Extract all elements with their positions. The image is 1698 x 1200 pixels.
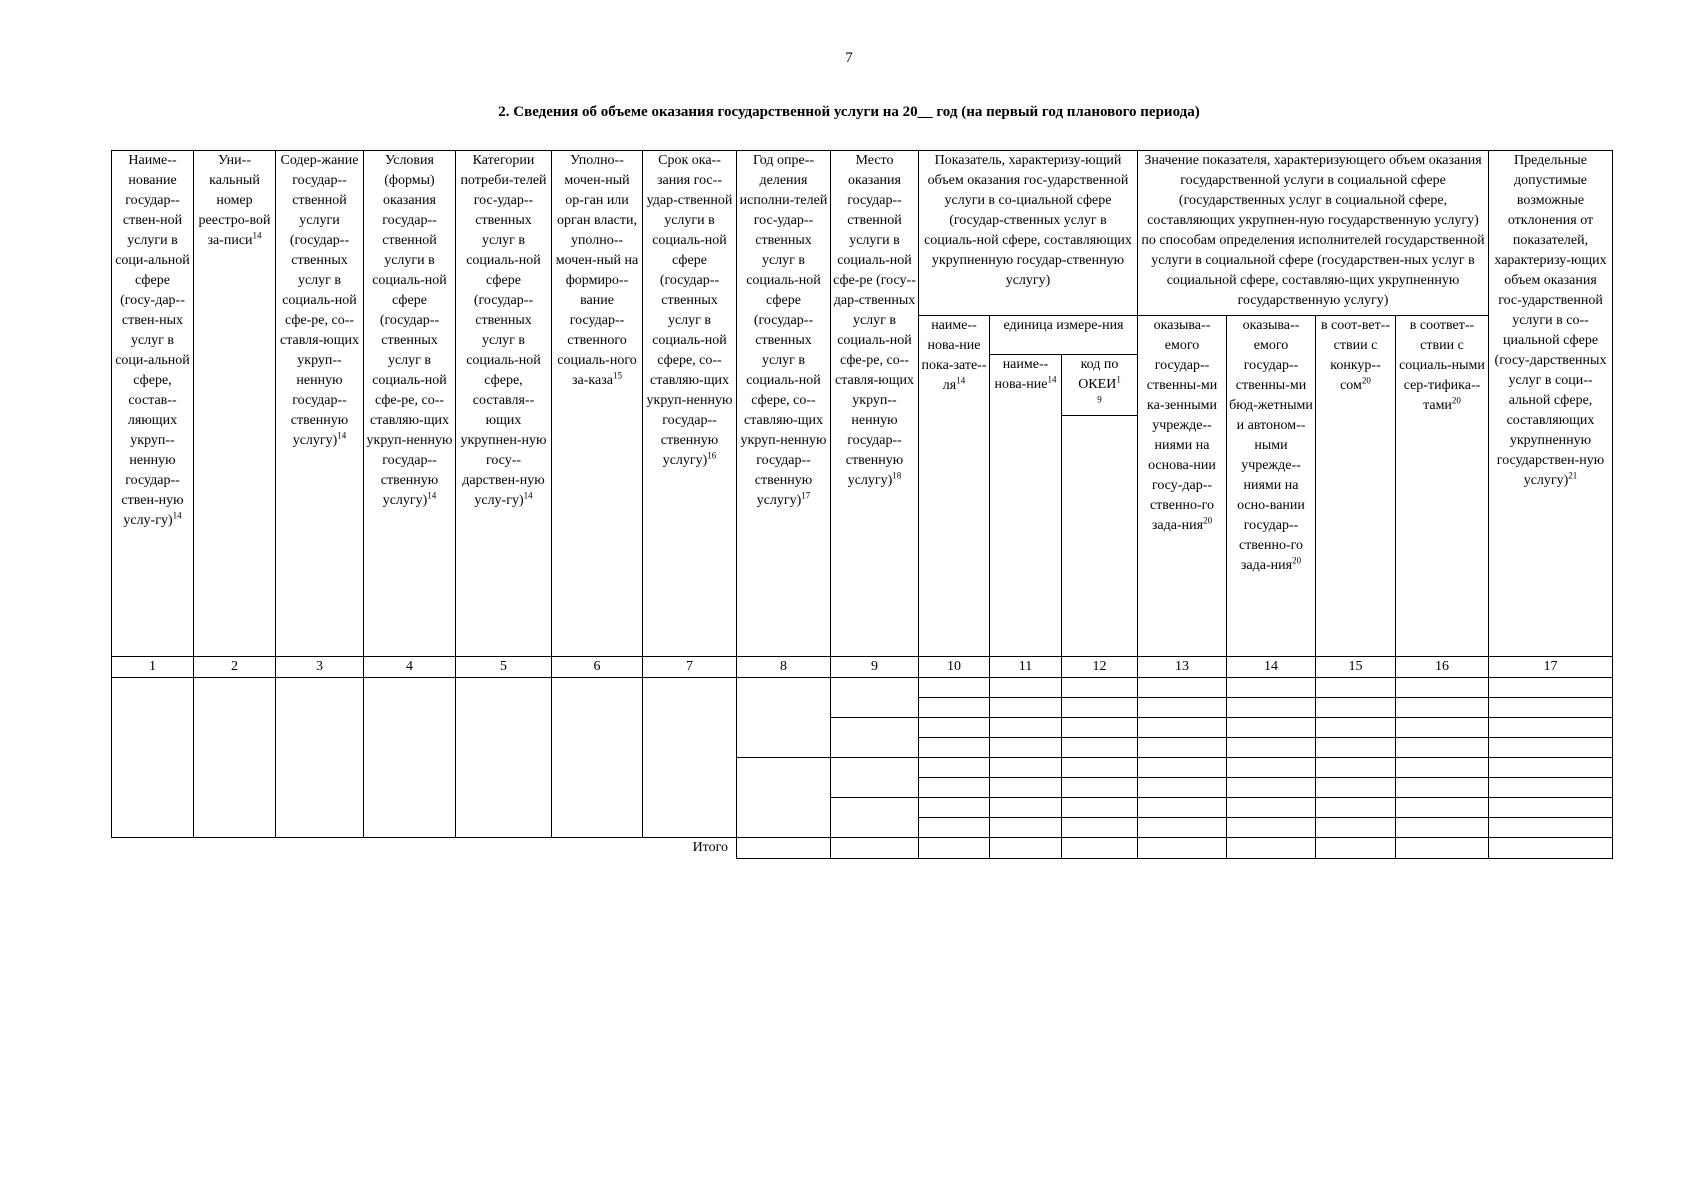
table-cell[interactable] [1316,738,1396,758]
table-cell[interactable] [831,798,919,838]
table-cell[interactable] [1489,678,1613,698]
table-cell[interactable] [1396,758,1489,778]
header-contractor-year: Год опре-деления исполни-телей гос-удар-ственных услуг в социаль-ной сфере (государ-ственных услуг в социаль-ной сфере, со-ставляю-щих укруп-ненную государ-ственную услугу)$^{17}$ [737,151,831,657]
total-cell[interactable] [919,838,990,859]
header-state-institutions: оказыва-емого государ-ственны-ми ка-зенными учрежде-ниями на основа-нии госу-дар-ственно-го зада-ния$^{20}$ [1138,316,1227,657]
table-cell[interactable] [1062,758,1138,778]
column-number: 16 [1396,657,1489,678]
table-cell[interactable] [1316,678,1396,698]
table-cell[interactable] [456,678,552,838]
table-cell[interactable] [1227,738,1316,758]
table-cell[interactable] [1138,678,1227,698]
column-number: 13 [1138,657,1227,678]
header-service-term: Срок ока-зания гос-удар-ственной услуги в социаль-ной сфере (государ-ственных услуг в социаль-ной сфере, со-ставляю-щих укруп-ненную государ-ственную услугу)$^{16}$ [643,151,737,657]
table-cell[interactable] [1489,738,1613,758]
table-cell[interactable] [919,758,990,778]
column-number: 4 [364,657,456,678]
table-cell[interactable] [552,678,643,838]
table-cell[interactable] [1062,698,1138,718]
column-number: 2 [194,657,276,678]
table-cell[interactable] [737,758,831,838]
table-cell[interactable] [1227,678,1316,698]
total-cell[interactable] [1062,838,1138,859]
table-cell[interactable] [1227,798,1316,818]
table-cell[interactable] [990,798,1062,818]
header-okei-code: код по ОКЕИ$^1$ $^9$ [1062,355,1138,416]
header-budget-institutions: оказыва-емого государ-ственны-ми бюд-жетными и автоном-ными учрежде-ниями на осно-вании государ-ственно-го зада-ния$^{20}$ [1227,316,1316,657]
table-cell[interactable] [1316,818,1396,838]
table-cell[interactable] [1316,778,1396,798]
table-cell[interactable] [1062,718,1138,738]
service-volume-table [111,150,1613,859]
column-number-row [112,657,1613,678]
header-okei-spacer [1062,416,1138,657]
table-cell[interactable] [1396,738,1489,758]
total-cell[interactable] [1316,838,1396,859]
total-cell[interactable] [1396,838,1489,859]
table-cell[interactable] [1396,718,1489,738]
header-service-place: Место оказания государ-ственной услуги в социаль-ной сфе-ре (госу-дар-ственных услуг в социаль-ной сфе-ре, со-ставля-ющих укруп-ненную государ-ственную услугу)$^{18}$ [831,151,919,657]
header-competition: в соот-вет-ствии с конкур-сом$^{20}$ [1316,316,1396,657]
table-cell[interactable] [919,678,990,698]
total-cell[interactable] [990,838,1062,859]
table-cell[interactable] [831,678,919,718]
table-cell[interactable] [831,718,919,758]
table-cell[interactable] [1489,818,1613,838]
header-indicator-group: Показатель, характеризу-ющий объем оказания гос-ударственной услуги в со-циальной сфере (государ-ственных услуг в социаль-ной сфере, составляющих укрупненную государ-ственную услугу) [919,151,1138,316]
total-row [112,838,1613,859]
table-cell[interactable] [643,678,737,838]
header-unit-group: единица измере-ния [990,316,1138,355]
table-cell[interactable] [1138,738,1227,758]
table-cell[interactable] [1227,778,1316,798]
column-number: 7 [643,657,737,678]
table-cell[interactable] [919,718,990,738]
table-cell[interactable] [1489,798,1613,818]
table-cell[interactable] [194,678,276,838]
table-cell[interactable] [990,758,1062,778]
header-indicator-value-group: Значение показателя, характеризующего объем оказания государственной услуги в социальной сфере (государственных услуг в социальной сфере, составляющих укрупнен-ную государственную услугу) по способам определения исполнителей государственной услуги в социальной сфере (государствен-ных услуг в социальной сфере, составляю-щих укрупненную государственную услугу) [1138,151,1489,316]
table-cell[interactable] [1489,758,1613,778]
table-cell[interactable] [1227,698,1316,718]
table-cell[interactable] [1062,818,1138,838]
header-social-certificates: в соответ-ствии с социаль-ными сер-тифика-тами$^{20}$ [1396,316,1489,657]
column-number: 10 [919,657,990,678]
total-cell[interactable] [1489,838,1613,859]
column-number: 1 [112,657,194,678]
column-number: 11 [990,657,1062,678]
table-cell[interactable] [1316,698,1396,718]
table-cell[interactable] [1062,678,1138,698]
header-service-content: Содер-жание государ-ственной услуги (государ-ственных услуг в социаль-ной сфе-ре, со-ставля-ющих укруп-ненную государ-ственную услугу)$^{14}$ [276,151,364,657]
header-registry-number: Уни-кальный номер реестро-вой за-писи$^{14}$ [194,151,276,657]
table-cell[interactable] [919,778,990,798]
table-cell[interactable] [990,778,1062,798]
table-cell[interactable] [1138,818,1227,838]
table-cell[interactable] [276,678,364,838]
header-service-conditions: Условия (формы) оказания государ-ственной услуги в социаль-ной сфере (государ-ственных услуг в социаль-ной сфе-ре, со-ставляю-щих укруп-ненную государ-ственную услугу)$^{14}$ [364,151,456,657]
table-cell[interactable] [737,678,831,758]
column-number: 3 [276,657,364,678]
total-cell[interactable] [737,838,831,859]
table-cell[interactable] [1138,798,1227,818]
table-cell[interactable] [1489,718,1613,738]
table-cell[interactable] [1489,778,1613,798]
section-heading: 2. Сведения об объеме оказания государственной услуги на 20__ год (на первый год планового периода) [498,104,1200,120]
table-cell[interactable] [1227,718,1316,738]
table-cell[interactable] [1138,758,1227,778]
table-cell[interactable] [1062,778,1138,798]
column-number: 8 [737,657,831,678]
table-row [112,678,1613,698]
table-cell[interactable] [1316,758,1396,778]
table-cell[interactable] [919,698,990,718]
table-cell[interactable] [990,678,1062,698]
total-cell[interactable] [1138,838,1227,859]
column-number: 15 [1316,657,1396,678]
table-cell[interactable] [1396,698,1489,718]
column-number: 12 [1062,657,1138,678]
table-cell[interactable] [1316,718,1396,738]
table-cell[interactable] [1489,698,1613,718]
table-cell[interactable] [1316,798,1396,818]
table-cell[interactable] [919,738,990,758]
table-cell[interactable] [919,798,990,818]
page-number: 7 [845,50,853,66]
table-cell[interactable] [1138,718,1227,738]
column-number: 6 [552,657,643,678]
table-cell[interactable] [1062,798,1138,818]
header-row-1 [112,151,1613,316]
table-cell[interactable] [831,758,919,798]
table-cell[interactable] [1138,778,1227,798]
table-cell[interactable] [364,678,456,838]
header-unit-name: наиме-нова-ние$^{14}$ [990,355,1062,657]
column-number: 14 [1227,657,1316,678]
total-cell[interactable] [831,838,919,859]
column-number: 9 [831,657,919,678]
table-cell[interactable] [1138,698,1227,718]
table-cell[interactable] [990,698,1062,718]
column-number: 5 [456,657,552,678]
table-cell[interactable] [919,818,990,838]
table-cell[interactable] [1396,818,1489,838]
table-cell[interactable] [1396,798,1489,818]
total-label: Итого [692,840,728,855]
table-cell[interactable] [1062,738,1138,758]
table-cell[interactable] [1396,778,1489,798]
column-number: 17 [1489,657,1613,678]
header-allowed-deviations: Предельные допустимые возможные отклонения от показателей, характеризу-ющих объем оказания гос-ударственной услуги в со-циальной сфере (госу-дарственных услуг в соци-альной сфере, составляющих укрупненную государствен-ную услугу)$^{21}$ [1489,151,1613,657]
table-cell[interactable] [1227,758,1316,778]
table-cell[interactable] [112,678,194,838]
header-authorized-body: Уполно-мочен-ный ор-ган или орган власти, уполно-мочен-ный на формиро-вание государ-ственного социаль-ного за-каза$^{15}$ [552,151,643,657]
header-indicator-name: наиме-нова-ние пока-$зате-ля^{14}$ [919,316,990,657]
table-cell[interactable] [990,738,1062,758]
header-service-name: Наиме-нование государ-ствен-ной услуги в соци-альной сфере (госу-дар-ствен-ных услуг в соци-альной сфере, состав-ляющих укруп-ненную государ-ствен-ную услу-гу)$^{14}$ [112,151,194,657]
total-cell[interactable] [1227,838,1316,859]
table-cell[interactable] [990,718,1062,738]
table-cell[interactable] [1396,678,1489,698]
table-cell[interactable] [990,818,1062,838]
table-cell[interactable] [1227,818,1316,838]
header-consumer-categories: Категории потреби-телей гос-удар-ственных услуг в социаль-ной сфере (государ-ственных услуг в социаль-ной сфере, составля-ющих укрупнен-ную госу-дарствен-ную услу-гу)$^{14}$ [456,151,552,657]
